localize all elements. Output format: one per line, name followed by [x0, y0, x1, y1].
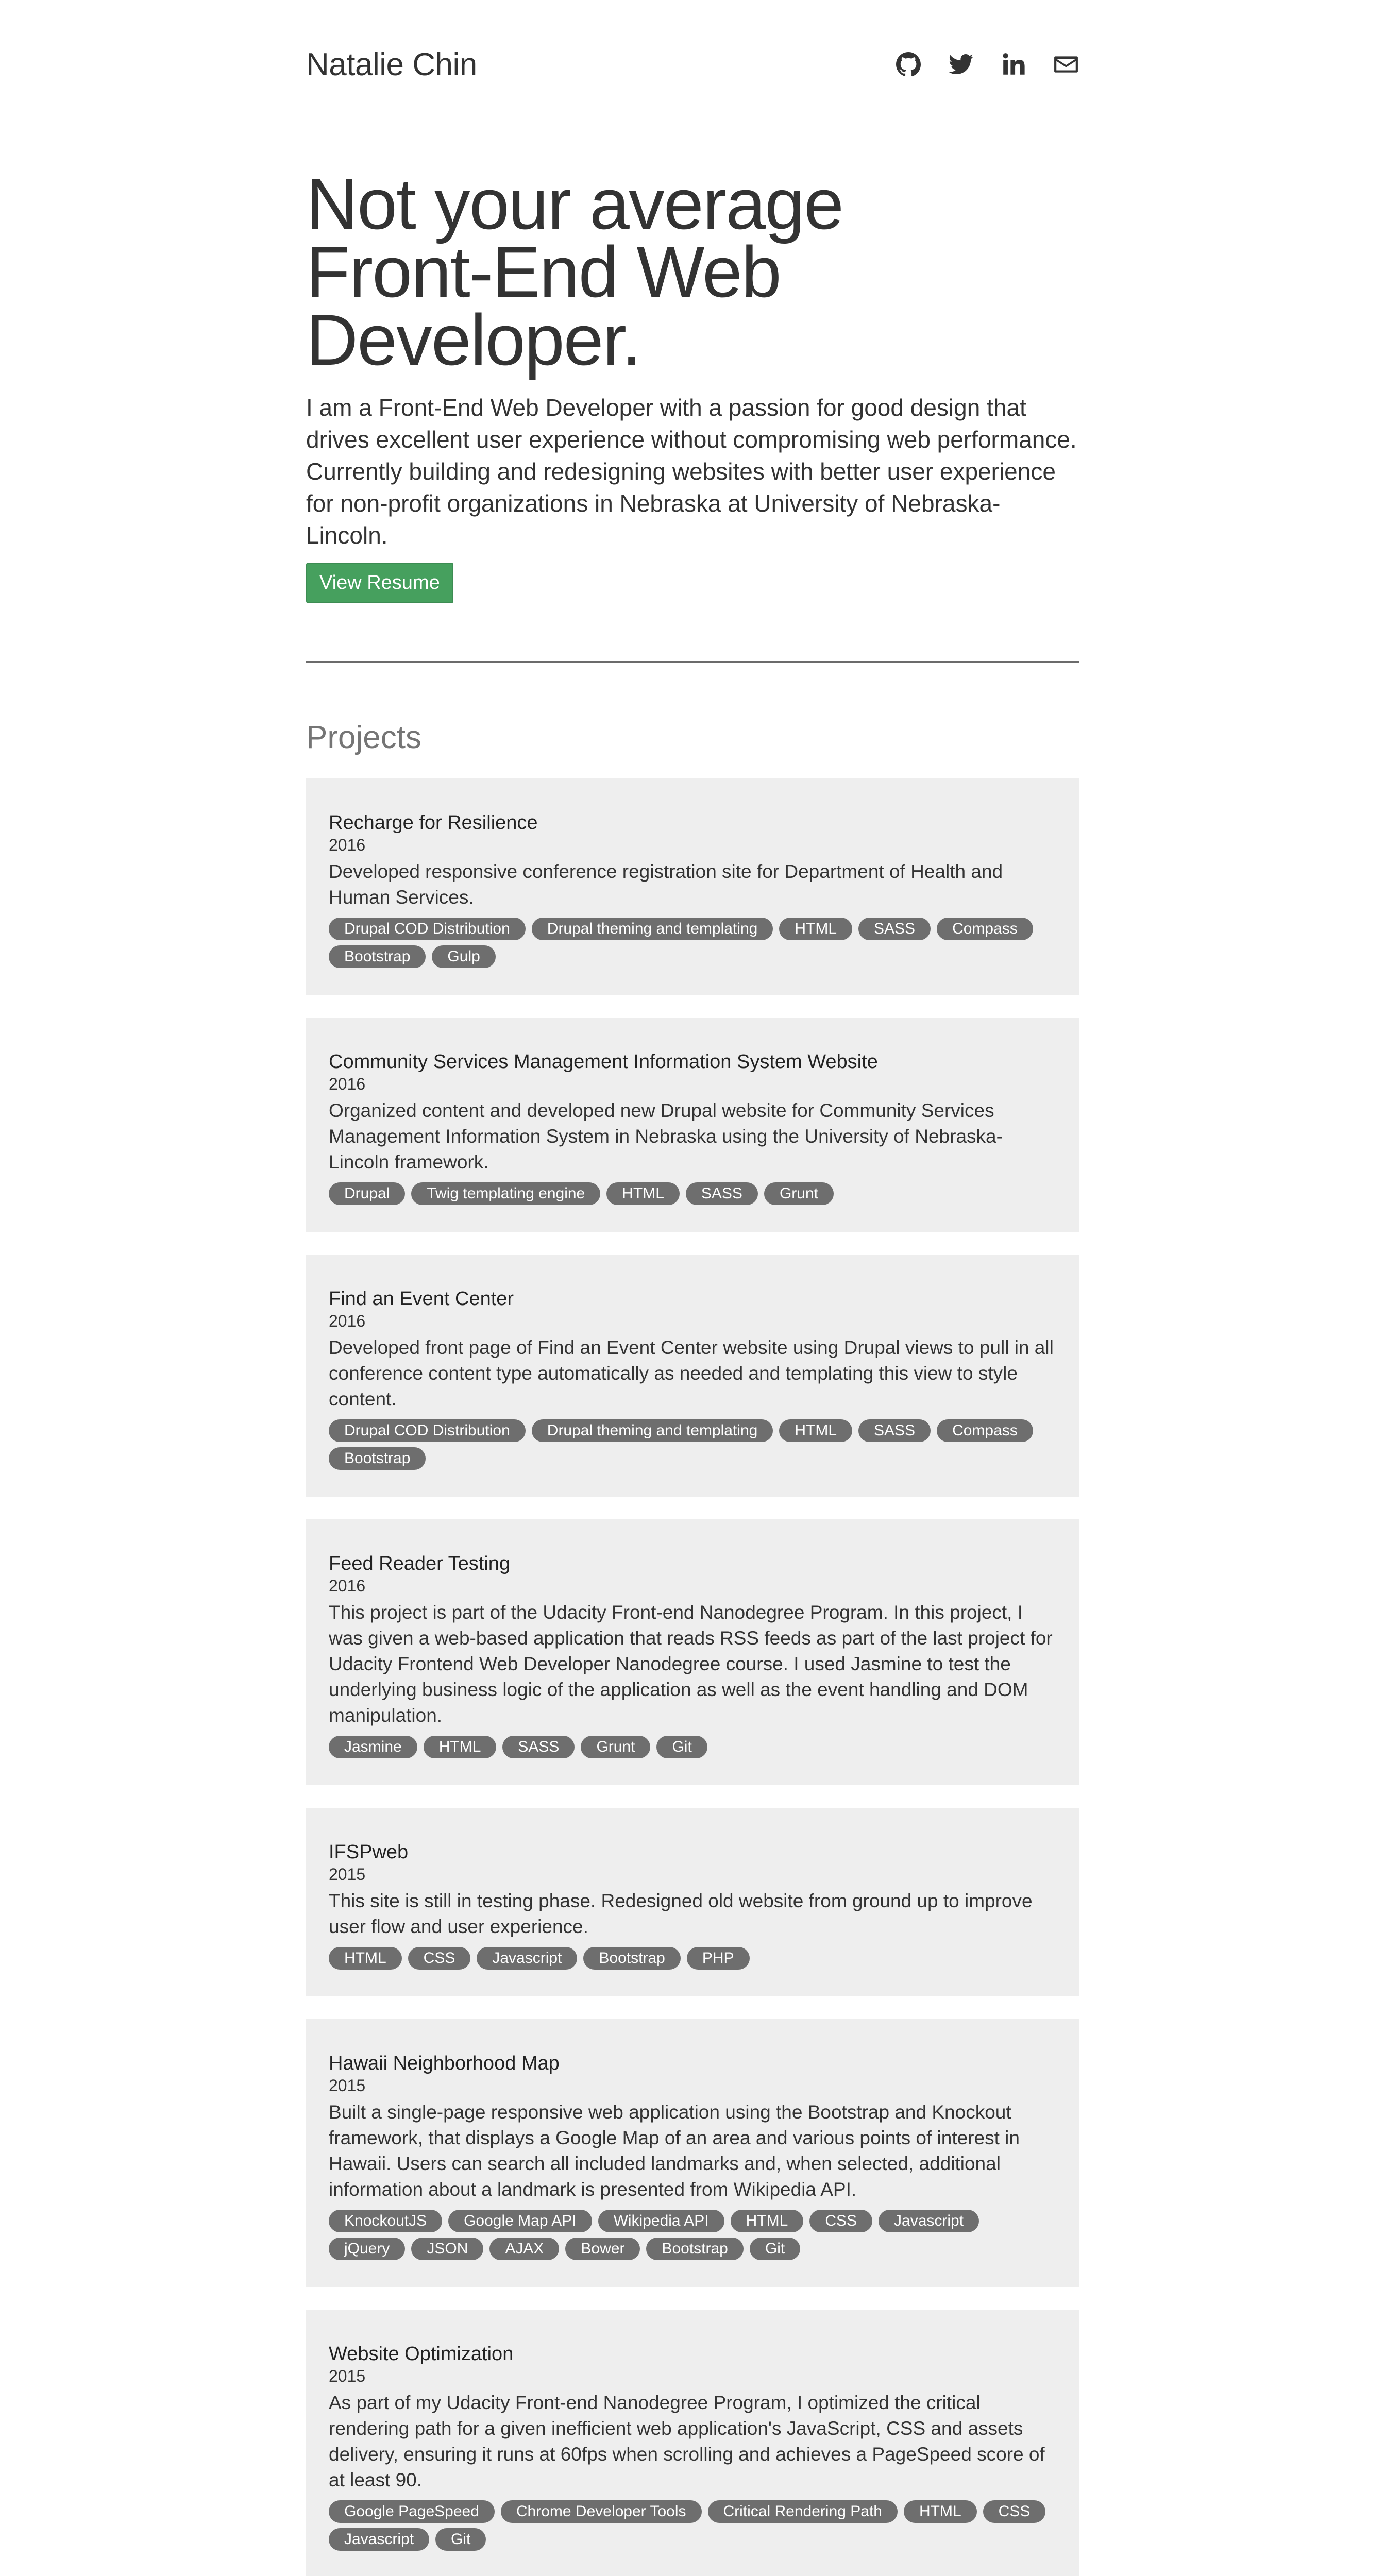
project-description: This project is part of the Udacity Front-end Nanodegree Program. In this project, I was given a web-based application that reads RSS feeds as part of the last project for Udacity Frontend Web Developer Nanodegree course. I used Jasmine to test the underlying business logic of the application as well as the event handling and DOM manipulation.: [329, 1602, 1053, 1726]
project-card: [306, 1018, 1079, 1232]
tech-tag: HTML: [904, 2500, 977, 2523]
project-card: [306, 1808, 1079, 1996]
hero-title-line1: Not your average: [306, 163, 843, 244]
tech-tag: Twig templating engine: [411, 1182, 600, 1205]
project-description: As part of my Udacity Front-end Nanodegree Program, I optimized the critical rendering path for a given inefficient web application's JavaScript, CSS and assets delivery, ensuring it runs at 60fps when scrolling and achieves a PageSpeed score of at least 90.: [329, 2392, 1045, 2490]
hero-intro: I am a Front-End Web Developer with a passion for good design that drives excellent user experience without compromising web performance. Currently building and redesigning websites with better user experience for non-profit organizations in Nebraska at University of Nebraska-Lincoln.: [306, 394, 1077, 549]
hero-title-line2: Front-End Web Developer.: [306, 231, 781, 380]
projects-section: [306, 719, 1079, 2576]
project-title[interactable]: Recharge for Resilience: [329, 812, 538, 834]
project-list: [306, 778, 1079, 2576]
tech-tag: Jasmine: [329, 1736, 417, 1758]
page-container: [306, 0, 1079, 2576]
project-tags: [329, 1419, 1056, 1470]
project-year: 2015: [329, 2367, 366, 2385]
tech-tag: CSS: [809, 2210, 872, 2232]
tech-tag: PHP: [687, 1947, 750, 1970]
tech-tag: KnockoutJS: [329, 2210, 442, 2232]
tech-tag: JSON: [411, 2238, 483, 2260]
project-year: 2016: [329, 1075, 366, 1093]
tech-tag: Javascript: [477, 1947, 577, 1970]
tech-tag: SASS: [502, 1736, 575, 1758]
tech-tag: Compass: [937, 918, 1033, 940]
project-tags: [329, 2500, 1056, 2551]
project-title[interactable]: Hawaii Neighborhood Map: [329, 2053, 560, 2074]
tech-tag: Git: [435, 2528, 486, 2551]
tech-tag: Grunt: [764, 1182, 834, 1205]
project-title[interactable]: Feed Reader Testing: [329, 1553, 511, 1574]
tech-tag: Drupal: [329, 1182, 405, 1205]
project-title[interactable]: Community Services Management Information System Website: [329, 1051, 878, 1073]
project-description: Built a single-page responsive web application using the Bootstrap and Knockout framework, that displays a Google Map of an area and various points of interest in Hawaii. Users can search all included landmarks and, when selected, additional information about a landmark is presented from Wikipedia API.: [329, 2102, 1020, 2200]
project-tags: [329, 2210, 1056, 2260]
tech-tag: Bower: [565, 2238, 640, 2260]
site-header: [306, 0, 1079, 135]
tech-tag: Bootstrap: [329, 1447, 426, 1470]
view-resume-button[interactable]: View Resume: [306, 563, 453, 603]
tech-tag: Javascript: [329, 2528, 429, 2551]
github-icon[interactable]: [896, 52, 921, 77]
tech-tag: HTML: [779, 1419, 852, 1442]
tech-tag: jQuery: [329, 2238, 405, 2260]
tech-tag: HTML: [424, 1736, 497, 1758]
tech-tag: Git: [656, 1736, 707, 1758]
project-tags: [329, 1736, 1056, 1758]
hero-section: [306, 135, 1079, 603]
project-title[interactable]: Website Optimization: [329, 2343, 514, 2365]
project-year: 2016: [329, 1577, 366, 1595]
project-card: [306, 1255, 1079, 1497]
section-divider: [306, 661, 1079, 663]
hero-title: [306, 163, 1079, 380]
brand-name[interactable]: Natalie Chin: [306, 47, 477, 82]
project-year: 2015: [329, 1865, 366, 1884]
tech-tag: CSS: [983, 2500, 1046, 2523]
tech-tag: HTML: [731, 2210, 804, 2232]
project-tags: [329, 1182, 1056, 1205]
tech-tag: CSS: [408, 1947, 471, 1970]
project-tags: [329, 918, 1056, 968]
project-card: [306, 2019, 1079, 2287]
tech-tag: Drupal theming and templating: [532, 918, 773, 940]
tech-tag: Drupal COD Distribution: [329, 1419, 526, 1442]
mail-icon[interactable]: [1053, 52, 1079, 77]
project-year: 2016: [329, 1312, 366, 1330]
tech-tag: Drupal COD Distribution: [329, 918, 526, 940]
tech-tag: HTML: [606, 1182, 680, 1205]
linkedin-icon[interactable]: [1001, 52, 1026, 77]
tech-tag: HTML: [779, 918, 852, 940]
tech-tag: Drupal theming and templating: [532, 1419, 773, 1442]
tech-tag: SASS: [858, 918, 931, 940]
project-card: [306, 778, 1079, 995]
tech-tag: Gulp: [432, 945, 495, 968]
project-description: Developed front page of Find an Event Center website using Drupal views to pull in all conference content type automatically as needed and templating this view to style content.: [329, 1337, 1054, 1410]
tech-tag: Google Map API: [448, 2210, 592, 2232]
project-description: Developed responsive conference registration site for Department of Health and Human Services.: [329, 861, 1003, 908]
project-title[interactable]: Find an Event Center: [329, 1288, 514, 1310]
social-links: [896, 52, 1079, 77]
tech-tag: Bootstrap: [646, 2238, 743, 2260]
project-title[interactable]: IFSPweb: [329, 1841, 409, 1863]
project-description: Organized content and developed new Drupal website for Community Services Management Information System in Nebraska using the University of Nebraska-Lincoln framework.: [329, 1100, 1003, 1173]
project-year: 2015: [329, 2076, 366, 2095]
project-tags: [329, 1947, 1056, 1970]
twitter-icon[interactable]: [948, 52, 974, 77]
project-card: [306, 2310, 1079, 2576]
tech-tag: SASS: [686, 1182, 758, 1205]
projects-heading: Projects: [306, 720, 421, 755]
project-card: [306, 1519, 1079, 1785]
project-year: 2016: [329, 836, 366, 854]
tech-tag: Git: [750, 2238, 800, 2260]
tech-tag: Chrome Developer Tools: [501, 2500, 702, 2523]
tech-tag: Javascript: [879, 2210, 979, 2232]
project-description: This site is still in testing phase. Redesigned old website from ground up to improve user flow and user experience.: [329, 1890, 1033, 1937]
tech-tag: AJAX: [489, 2238, 559, 2260]
tech-tag: Wikipedia API: [598, 2210, 724, 2232]
tech-tag: Google PageSpeed: [329, 2500, 495, 2523]
tech-tag: Critical Rendering Path: [708, 2500, 898, 2523]
tech-tag: Bootstrap: [329, 945, 426, 968]
tech-tag: Compass: [937, 1419, 1033, 1442]
tech-tag: Grunt: [581, 1736, 650, 1758]
tech-tag: HTML: [329, 1947, 402, 1970]
tech-tag: Bootstrap: [583, 1947, 680, 1970]
tech-tag: SASS: [858, 1419, 931, 1442]
